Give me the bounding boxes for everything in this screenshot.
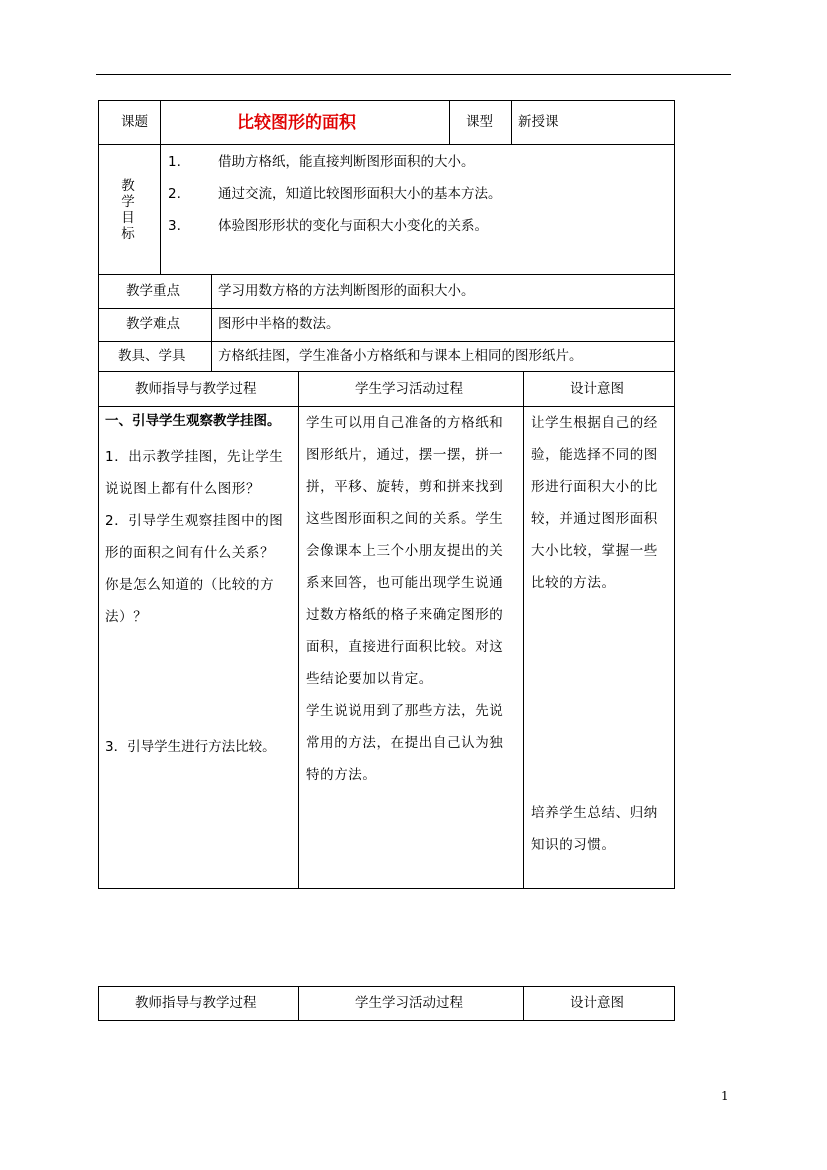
type-value: 新授课	[518, 114, 559, 130]
col-divider	[523, 371, 524, 889]
difficulty-value: 图形中半格的数法。	[218, 316, 340, 332]
tools-value: 方格纸挂图，学生准备小方格纸和与课本上相同的图形纸片。	[218, 348, 583, 364]
header-student: 学生学习活动过程	[355, 381, 463, 397]
col-divider	[211, 274, 212, 372]
objective-number: 2.	[168, 186, 181, 202]
col-divider	[523, 986, 524, 1021]
design-intent-2: 培养学生总结、归纳 知识的习惯。	[531, 805, 658, 853]
topic-label: 课题	[121, 114, 148, 130]
key-point-value: 学习用数方格的方法判断图形的面积大小。	[218, 283, 475, 299]
header-design: 设计意图	[570, 381, 624, 397]
header-student: 学生学习活动过程	[355, 995, 463, 1011]
header-design: 设计意图	[570, 995, 624, 1011]
objective-text: 借助方格纸，能直接判断图形面积的大小。	[218, 154, 475, 170]
objective-number: 3.	[168, 218, 181, 234]
objective-text: 通过交流，知道比较图形面积大小的基本方法。	[218, 186, 502, 202]
key-point-label: 教学重点	[126, 283, 180, 299]
row-divider	[98, 144, 675, 145]
header-teacher: 教师指导与教学过程	[135, 995, 257, 1011]
objective-number: 1.	[168, 154, 181, 170]
objective-text: 体验图形形状的变化与面积大小变化的关系。	[218, 218, 488, 234]
design-intent: 让学生根据自己的经 验，能选择不同的图 形进行面积大小的比 较，并通过图形面积 大小比较，掌握一些 比较的方法。	[531, 415, 658, 591]
header-rule	[96, 74, 731, 75]
teacher-step-3: 3．引导学生进行方法比较。	[105, 739, 276, 755]
difficulty-label: 教学难点	[126, 316, 180, 332]
objectives-label: 教 学 目 标	[121, 178, 135, 242]
col-divider	[298, 371, 299, 889]
tools-label: 教具、学具	[118, 348, 186, 364]
col-divider	[511, 100, 512, 144]
teacher-steps: 1．出示教学挂图，先让学生 说说图上都有什么图形？ 2．引导学生观察挂图中的图 形的面积之间有什么关系？ 你是怎么知道的（比较的方 法）？	[105, 449, 284, 625]
page-number: 1	[721, 1089, 729, 1103]
type-label: 课型	[466, 114, 493, 130]
col-divider	[298, 986, 299, 1021]
lesson-info-table	[98, 100, 675, 372]
header-teacher: 教师指导与教学过程	[135, 381, 257, 397]
teacher-heading: 一、引导学生观察教学挂图。	[105, 413, 281, 429]
col-divider	[160, 100, 161, 274]
row-divider	[98, 274, 675, 275]
row-divider	[98, 308, 675, 309]
student-activity: 学生可以用自己准备的方格纸和 图形纸片，通过，摆一摆，拼一 拼，平移、旋转，剪和拼来找到 这些图形面积之间的关系。学生 会像课本上三个小朋友提出的关 系来回答，也可能出现学生说通 过数方格纸的格子来确定图形的 面积，直接进行面积比较。对这 些结论要加以肯定。 学生说说用到了那些方法，先说 常用的方法，在提出自己认为独 特的方法。	[306, 415, 504, 783]
row-divider	[98, 341, 675, 342]
col-divider	[449, 100, 450, 144]
topic-value: 比较图形的面积	[237, 113, 356, 133]
